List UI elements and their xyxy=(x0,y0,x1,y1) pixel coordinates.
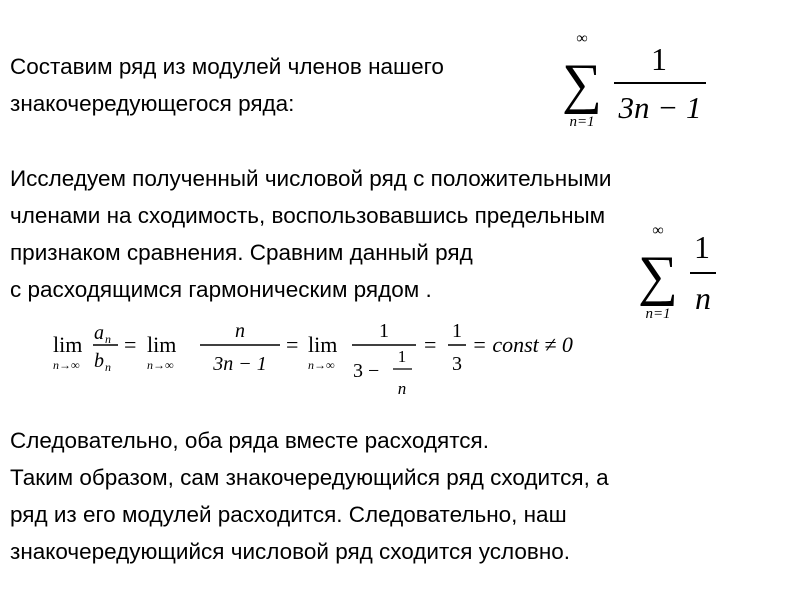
text-line: Исследуем полученный числовой ряд с положительными xyxy=(10,166,612,191)
result-constant: = const ≠ 0 xyxy=(472,332,573,357)
numerator-subscript: n xyxy=(105,332,111,346)
fraction-denominator: 3 xyxy=(452,353,462,375)
lim-operator: lim xyxy=(147,332,177,357)
sum-upper-limit: ∞ xyxy=(576,30,588,47)
lim-operator: lim xyxy=(308,332,338,357)
fraction-denominator: n xyxy=(695,280,711,316)
method-paragraph xyxy=(10,160,611,308)
inner-denominator: n xyxy=(397,379,407,398)
fraction-denominator: 3n − 1 xyxy=(213,353,267,375)
denominator-subscript: n xyxy=(105,360,111,374)
fraction-numerator: 1 xyxy=(452,320,462,342)
equals-sign: = xyxy=(124,332,137,357)
conclusion-paragraph xyxy=(10,422,609,570)
sum-upper-limit: ∞ xyxy=(652,222,664,239)
equals-sign: = xyxy=(424,332,437,357)
harmonic-series-formula xyxy=(632,220,732,320)
sum-lower-limit: n=1 xyxy=(569,114,595,130)
text-line: Таким образом, сам знакочередующийся ряд сходится, а xyxy=(10,465,609,490)
fraction-numerator: n xyxy=(235,320,245,342)
text-line: Следовательно, оба ряда вместе расходятся. xyxy=(10,428,489,453)
text-line: ряд из его модулей расходится. Следовательно, наш xyxy=(10,502,567,527)
text-line: членами на сходимость, воспользовавшись предельным xyxy=(10,203,606,228)
fraction-numerator: a xyxy=(94,322,104,344)
text-line: знакочередующийся числовой ряд сходится условно. xyxy=(10,539,571,564)
text-line: с расходящимся гармоническим рядом . xyxy=(10,277,432,302)
sum-lower-limit: n=1 xyxy=(645,306,671,322)
sigma-symbol: ∑ xyxy=(638,245,678,307)
fraction-denominator: b xyxy=(94,350,104,372)
limit-comparison-formula xyxy=(50,312,620,422)
lim-subscript: n→∞ xyxy=(147,358,174,372)
intro-paragraph xyxy=(10,48,444,122)
lim-operator: lim xyxy=(53,332,83,357)
series-modulus-formula xyxy=(560,28,720,128)
fraction-numerator: 1 xyxy=(651,41,667,77)
fraction-numerator: 1 xyxy=(694,229,710,265)
text-line: признаком сравнения. Сравним данный ряд xyxy=(10,240,473,265)
text-line: знакочередующегося ряда: xyxy=(10,91,295,116)
inner-numerator: 1 xyxy=(397,347,407,366)
equals-sign: = xyxy=(286,332,299,357)
fraction-denominator: 3n − 1 xyxy=(618,90,702,125)
text-line: Составим ряд из модулей членов нашего xyxy=(10,54,444,79)
lim-subscript: n→∞ xyxy=(53,358,80,372)
fraction-denominator: 3 − xyxy=(353,360,380,382)
sigma-symbol: ∑ xyxy=(562,53,602,115)
lim-subscript: n→∞ xyxy=(308,358,335,372)
fraction-numerator: 1 xyxy=(379,320,389,342)
